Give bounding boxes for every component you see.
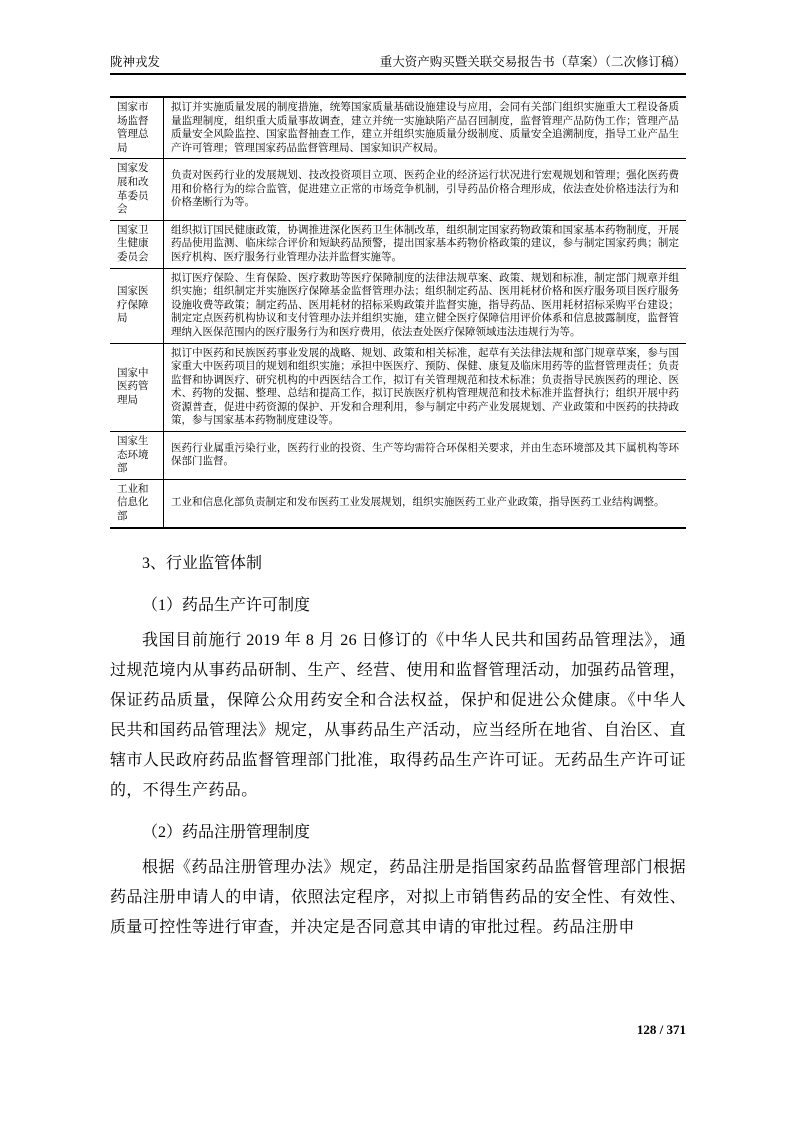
section-heading-industry-regulation: 3、行业监管体制 (142, 554, 263, 572)
agency-cell: 国家卫生健康委员会 (110, 220, 164, 268)
duty-cell: 医药行业属重污染行业，医药行业的投资、生产等均需符合环保相关要求，并由生态环境部及其下属机构等环保部门监督。 (164, 432, 687, 480)
table-row (110, 97, 686, 159)
agency-cell: 国家中医药管理局 (110, 343, 164, 432)
duty-cell: 拟订医疗保险、生育保险、医疗救助等医疗保障制度的法律法规草案、政策、规划和标准，制定部门规章并组织实施；组织制定并实施医疗保障基金监督管理办法；组织制定药品、医用耗材价格和医疗服务项目医疗服务设施收费等政策；制定药品、医用耗材的招标采购政策并监督实施，指导药品、医用耗材招标采购平台建设；制定定点医药机构协议和支付管理办法并组织实施，建立健全医疗保障信用评价体系和信息披露制度，监督管理纳入医保范围内的医疗服务行为和医疗费用，依法查处医疗保障领域违法违规行为等。 (164, 268, 687, 343)
table-row (110, 268, 686, 343)
paragraph-production-license: 我国目前施行 2019 年 8 月 26 日修订的《中华人民共和国药品管理法》，通过规范境内从事药品研制、生产、经营、使用和监督管理活动，加强药品管理，保证药品质量，保障公众用药安全和合法权益，保护和促进公众健康。《中华人民共和国药品管理法》规定，从事药品生产活动，应当经所在地省、自治区、直辖市人民政府药品监督管理部门批准，取得药品生产许可证。无药品生产许可证的，不得生产药品。 (110, 631, 686, 799)
table-row (110, 479, 686, 527)
page-number: 128 / 371 (636, 1022, 686, 1037)
duty-cell: 负责对医药行业的发展规划、技改投资项目立项、医药企业的经济运行状况进行宏观规划和管理；强化医药费用和价格行为的综合监管，促进建立正常的市场竞争机制，引导药品价格合理形成，依法查处价格违法行为和价格垄断行为等。 (164, 159, 687, 220)
agency-cell: 国家生态环境部 (110, 432, 164, 480)
duty-cell: 拟订中医药和民族医药事业发展的战略、规划、政策和相关标准，起草有关法律法规和部门规章草案，参与国家重大中医药项目的规划和组织实施；承担中医医疗、预防、保健、康复及临床用药等的监督管理责任；负责监督和协调医疗、研究机构的中西医结合工作，拟订有关管理规范和技术标准；负责指导民族医药的理论、医术、药物的发掘、整理、总结和提高工作，拟订民族医疗机构管理规范和技术标准并监督执行；组织开展中药资源普查，促进中药资源的保护、开发和合理利用，参与制定中药产业发展规划、产业政策和中医药的扶持政策，参与国家基本药物制度建设等。 (164, 343, 687, 432)
table-row (110, 343, 686, 432)
agency-cell: 工业和信息化部 (110, 479, 164, 527)
table-row (110, 220, 686, 268)
table-row (110, 159, 686, 220)
duty-cell: 拟订并实施质量发展的制度措施，统筹国家质量基础设施建设与应用，会同有关部门组织实施重大工程设备质量监理制度，组织重大质量事故调查，建立并统一实施缺陷产品召回制度，监督管理产品防伪工作；管理产品质量安全风险监控、国家监督抽查工作，建立并组织实施质量分级制度、质量安全追溯制度，指导工业产品生产许可管理；管理国家药品监督管理局、国家知识产权局。 (171, 102, 679, 154)
page-header (110, 0, 686, 75)
duty-cell: 工业和信息化部负责制定和发布医药工业发展规划，组织实施医药工业产业政策，指导医药工业结构调整。 (164, 479, 687, 527)
paragraph-drug-registration: 根据《药品注册管理办法》规定，药品注册是指国家药品监督管理部门根据药品注册申请人的申请，依照法定程序，对拟上市销售药品的安全性、有效性、质量可控性等进行审查，并决定是否同意其申请的审批过程。药品注册申 (110, 858, 686, 936)
subsection-heading-drug-registration: （2）药品注册管理制度 (142, 823, 311, 841)
table-row (110, 432, 686, 480)
subsection-heading-production-license: （1）药品生产许可制度 (142, 596, 311, 614)
header-report-title: 重大资产购买暨关联交易报告书（草案）（二次修订稿） (379, 55, 686, 69)
agency-cell: 国家医疗保障局 (110, 268, 164, 343)
page-content (110, 0, 686, 943)
agency-cell: 国家市场监督管理总局 (110, 97, 164, 159)
header-company-name: 陇神戎发 (110, 55, 161, 69)
regulator-duties-table (110, 96, 686, 529)
duty-cell: 组织拟订国民健康政策，协调推进深化医药卫生体制改革，组织制定国家药物政策和国家基本药物制度，开展药品使用监测、临床综合评价和短缺药品预警，提出国家基本药物价格政策的建议，参与制定国家药典；制定医疗机构、医疗服务行业管理办法并监督实施等。 (164, 220, 687, 268)
agency-cell: 国家发展和改革委员会 (110, 159, 164, 220)
